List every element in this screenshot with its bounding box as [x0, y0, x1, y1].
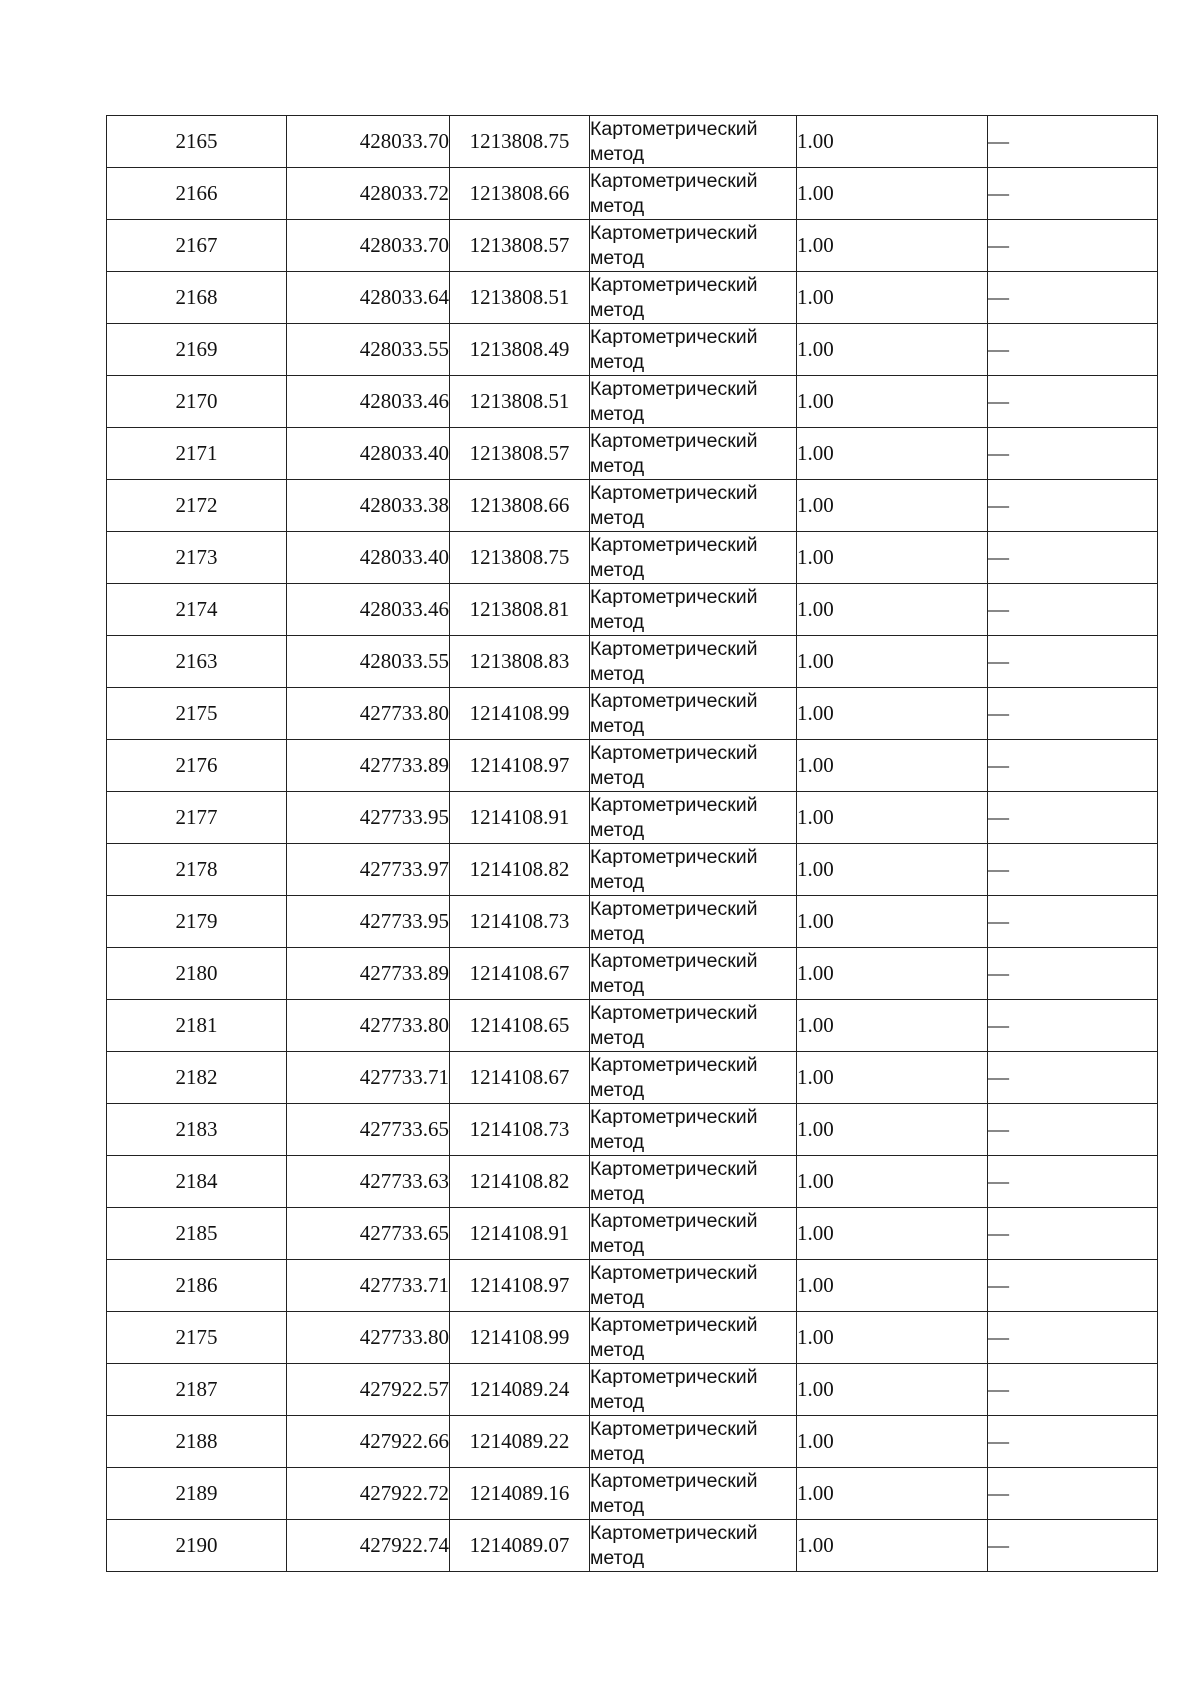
description-cell: — [988, 792, 1158, 844]
point-number-cell: 2187 [107, 1364, 287, 1416]
x-coordinate-cell: 428033.70 [287, 220, 450, 272]
y-coordinate-cell: 1214108.82 [450, 1156, 590, 1208]
description-cell: — [988, 896, 1158, 948]
x-coordinate-cell: 427733.89 [287, 948, 450, 1000]
accuracy-cell: 1.00 [797, 896, 988, 948]
description-cell: — [988, 480, 1158, 532]
y-coordinate-cell: 1213808.57 [450, 220, 590, 272]
accuracy-cell: 1.00 [797, 116, 988, 168]
x-coordinate-cell: 427733.80 [287, 688, 450, 740]
table-row [107, 168, 1158, 220]
x-coordinate-cell: 428033.40 [287, 428, 450, 480]
method-cell: Картометрический метод [590, 1000, 797, 1052]
y-coordinate-cell: 1213808.51 [450, 376, 590, 428]
point-number-cell: 2169 [107, 324, 287, 376]
table-row [107, 1208, 1158, 1260]
description-cell: — [988, 1052, 1158, 1104]
y-coordinate-cell: 1214089.07 [450, 1520, 590, 1572]
method-cell: Картометрический метод [590, 480, 797, 532]
method-cell: Картометрический метод [590, 740, 797, 792]
method-cell: Картометрический метод [590, 1052, 797, 1104]
accuracy-cell: 1.00 [797, 636, 988, 688]
accuracy-cell: 1.00 [797, 428, 988, 480]
description-cell: — [988, 376, 1158, 428]
y-coordinate-cell: 1214108.99 [450, 688, 590, 740]
x-coordinate-cell: 427733.89 [287, 740, 450, 792]
y-coordinate-cell: 1214089.24 [450, 1364, 590, 1416]
description-cell: — [988, 844, 1158, 896]
x-coordinate-cell: 427733.65 [287, 1104, 450, 1156]
method-cell: Картометрический метод [590, 896, 797, 948]
table-row [107, 1312, 1158, 1364]
description-cell: — [988, 1520, 1158, 1572]
description-cell: — [988, 1000, 1158, 1052]
point-number-cell: 2176 [107, 740, 287, 792]
table-row [107, 1364, 1158, 1416]
point-number-cell: 2188 [107, 1416, 287, 1468]
point-number-cell: 2175 [107, 1312, 287, 1364]
description-cell: — [988, 636, 1158, 688]
y-coordinate-cell: 1214108.91 [450, 1208, 590, 1260]
y-coordinate-cell: 1213808.75 [450, 116, 590, 168]
x-coordinate-cell: 427733.71 [287, 1260, 450, 1312]
point-number-cell: 2167 [107, 220, 287, 272]
point-number-cell: 2172 [107, 480, 287, 532]
description-cell: — [988, 688, 1158, 740]
point-number-cell: 2180 [107, 948, 287, 1000]
point-number-cell: 2189 [107, 1468, 287, 1520]
table-row [107, 532, 1158, 584]
method-cell: Картометрический метод [590, 428, 797, 480]
y-coordinate-cell: 1214108.67 [450, 1052, 590, 1104]
method-cell: Картометрический метод [590, 844, 797, 896]
x-coordinate-cell: 428033.38 [287, 480, 450, 532]
x-coordinate-cell: 427733.65 [287, 1208, 450, 1260]
method-cell: Картометрический метод [590, 1416, 797, 1468]
point-number-cell: 2181 [107, 1000, 287, 1052]
y-coordinate-cell: 1214089.22 [450, 1416, 590, 1468]
description-cell: — [988, 740, 1158, 792]
method-cell: Картометрический метод [590, 584, 797, 636]
method-cell: Картометрический метод [590, 1520, 797, 1572]
y-coordinate-cell: 1214108.97 [450, 740, 590, 792]
x-coordinate-cell: 428033.55 [287, 636, 450, 688]
coordinates-table [106, 115, 1158, 1572]
point-number-cell: 2173 [107, 532, 287, 584]
y-coordinate-cell: 1213808.49 [450, 324, 590, 376]
method-cell: Картометрический метод [590, 324, 797, 376]
method-cell: Картометрический метод [590, 792, 797, 844]
accuracy-cell: 1.00 [797, 1000, 988, 1052]
description-cell: — [988, 428, 1158, 480]
y-coordinate-cell: 1214108.91 [450, 792, 590, 844]
description-cell: — [988, 1208, 1158, 1260]
x-coordinate-cell: 428033.70 [287, 116, 450, 168]
y-coordinate-cell: 1214108.99 [450, 1312, 590, 1364]
y-coordinate-cell: 1214108.73 [450, 896, 590, 948]
x-coordinate-cell: 427733.95 [287, 896, 450, 948]
accuracy-cell: 1.00 [797, 1416, 988, 1468]
table-row [107, 1156, 1158, 1208]
method-cell: Картометрический метод [590, 636, 797, 688]
x-coordinate-cell: 428033.46 [287, 584, 450, 636]
accuracy-cell: 1.00 [797, 688, 988, 740]
y-coordinate-cell: 1213808.83 [450, 636, 590, 688]
method-cell: Картометрический метод [590, 168, 797, 220]
table-row [107, 376, 1158, 428]
accuracy-cell: 1.00 [797, 844, 988, 896]
table-row [107, 1468, 1158, 1520]
y-coordinate-cell: 1213808.66 [450, 168, 590, 220]
point-number-cell: 2170 [107, 376, 287, 428]
method-cell: Картометрический метод [590, 1156, 797, 1208]
accuracy-cell: 1.00 [797, 480, 988, 532]
table-row [107, 480, 1158, 532]
method-cell: Картометрический метод [590, 1208, 797, 1260]
method-cell: Картометрический метод [590, 532, 797, 584]
x-coordinate-cell: 427922.74 [287, 1520, 450, 1572]
point-number-cell: 2174 [107, 584, 287, 636]
point-number-cell: 2182 [107, 1052, 287, 1104]
point-number-cell: 2179 [107, 896, 287, 948]
accuracy-cell: 1.00 [797, 1364, 988, 1416]
x-coordinate-cell: 428033.46 [287, 376, 450, 428]
accuracy-cell: 1.00 [797, 220, 988, 272]
description-cell: — [988, 1364, 1158, 1416]
table-row [107, 1260, 1158, 1312]
x-coordinate-cell: 427733.95 [287, 792, 450, 844]
accuracy-cell: 1.00 [797, 1104, 988, 1156]
point-number-cell: 2178 [107, 844, 287, 896]
method-cell: Картометрический метод [590, 1468, 797, 1520]
method-cell: Картометрический метод [590, 1260, 797, 1312]
description-cell: — [988, 1104, 1158, 1156]
accuracy-cell: 1.00 [797, 1520, 988, 1572]
table-row [107, 844, 1158, 896]
description-cell: — [988, 1312, 1158, 1364]
y-coordinate-cell: 1214089.16 [450, 1468, 590, 1520]
table-row [107, 792, 1158, 844]
x-coordinate-cell: 427922.57 [287, 1364, 450, 1416]
method-cell: Картометрический метод [590, 116, 797, 168]
x-coordinate-cell: 427733.97 [287, 844, 450, 896]
point-number-cell: 2166 [107, 168, 287, 220]
point-number-cell: 2185 [107, 1208, 287, 1260]
accuracy-cell: 1.00 [797, 168, 988, 220]
accuracy-cell: 1.00 [797, 376, 988, 428]
description-cell: — [988, 220, 1158, 272]
table-row [107, 272, 1158, 324]
method-cell: Картометрический метод [590, 948, 797, 1000]
description-cell: — [988, 324, 1158, 376]
point-number-cell: 2171 [107, 428, 287, 480]
accuracy-cell: 1.00 [797, 1468, 988, 1520]
accuracy-cell: 1.00 [797, 792, 988, 844]
table-row [107, 584, 1158, 636]
description-cell: — [988, 116, 1158, 168]
point-number-cell: 2165 [107, 116, 287, 168]
method-cell: Картометрический метод [590, 220, 797, 272]
table-row [107, 1052, 1158, 1104]
accuracy-cell: 1.00 [797, 584, 988, 636]
accuracy-cell: 1.00 [797, 324, 988, 376]
y-coordinate-cell: 1214108.97 [450, 1260, 590, 1312]
description-cell: — [988, 1156, 1158, 1208]
table-row [107, 324, 1158, 376]
y-coordinate-cell: 1213808.51 [450, 272, 590, 324]
method-cell: Картометрический метод [590, 1104, 797, 1156]
y-coordinate-cell: 1214108.65 [450, 1000, 590, 1052]
table-row [107, 116, 1158, 168]
y-coordinate-cell: 1214108.82 [450, 844, 590, 896]
x-coordinate-cell: 428033.64 [287, 272, 450, 324]
description-cell: — [988, 1260, 1158, 1312]
table-row [107, 220, 1158, 272]
point-number-cell: 2186 [107, 1260, 287, 1312]
coordinates-table-body [107, 116, 1158, 1572]
point-number-cell: 2163 [107, 636, 287, 688]
accuracy-cell: 1.00 [797, 740, 988, 792]
point-number-cell: 2190 [107, 1520, 287, 1572]
description-cell: — [988, 1416, 1158, 1468]
table-row [107, 1000, 1158, 1052]
x-coordinate-cell: 427733.80 [287, 1312, 450, 1364]
accuracy-cell: 1.00 [797, 1260, 988, 1312]
y-coordinate-cell: 1213808.75 [450, 532, 590, 584]
method-cell: Картометрический метод [590, 1312, 797, 1364]
table-row [107, 688, 1158, 740]
y-coordinate-cell: 1214108.67 [450, 948, 590, 1000]
x-coordinate-cell: 428033.55 [287, 324, 450, 376]
x-coordinate-cell: 427922.66 [287, 1416, 450, 1468]
accuracy-cell: 1.00 [797, 1208, 988, 1260]
description-cell: — [988, 1468, 1158, 1520]
point-number-cell: 2175 [107, 688, 287, 740]
accuracy-cell: 1.00 [797, 272, 988, 324]
accuracy-cell: 1.00 [797, 1156, 988, 1208]
table-row [107, 896, 1158, 948]
description-cell: — [988, 532, 1158, 584]
y-coordinate-cell: 1213808.66 [450, 480, 590, 532]
point-number-cell: 2177 [107, 792, 287, 844]
description-cell: — [988, 948, 1158, 1000]
x-coordinate-cell: 427922.72 [287, 1468, 450, 1520]
table-row [107, 1104, 1158, 1156]
point-number-cell: 2183 [107, 1104, 287, 1156]
y-coordinate-cell: 1213808.81 [450, 584, 590, 636]
table-row [107, 428, 1158, 480]
method-cell: Картометрический метод [590, 1364, 797, 1416]
x-coordinate-cell: 427733.80 [287, 1000, 450, 1052]
accuracy-cell: 1.00 [797, 532, 988, 584]
x-coordinate-cell: 427733.71 [287, 1052, 450, 1104]
point-number-cell: 2184 [107, 1156, 287, 1208]
y-coordinate-cell: 1213808.57 [450, 428, 590, 480]
description-cell: — [988, 272, 1158, 324]
accuracy-cell: 1.00 [797, 1312, 988, 1364]
point-number-cell: 2168 [107, 272, 287, 324]
description-cell: — [988, 584, 1158, 636]
x-coordinate-cell: 428033.40 [287, 532, 450, 584]
x-coordinate-cell: 428033.72 [287, 168, 450, 220]
table-row [107, 1416, 1158, 1468]
table-row [107, 1520, 1158, 1572]
table-row [107, 948, 1158, 1000]
x-coordinate-cell: 427733.63 [287, 1156, 450, 1208]
y-coordinate-cell: 1214108.73 [450, 1104, 590, 1156]
method-cell: Картометрический метод [590, 376, 797, 428]
method-cell: Картометрический метод [590, 272, 797, 324]
table-row [107, 740, 1158, 792]
table-row [107, 636, 1158, 688]
accuracy-cell: 1.00 [797, 948, 988, 1000]
method-cell: Картометрический метод [590, 688, 797, 740]
accuracy-cell: 1.00 [797, 1052, 988, 1104]
description-cell: — [988, 168, 1158, 220]
